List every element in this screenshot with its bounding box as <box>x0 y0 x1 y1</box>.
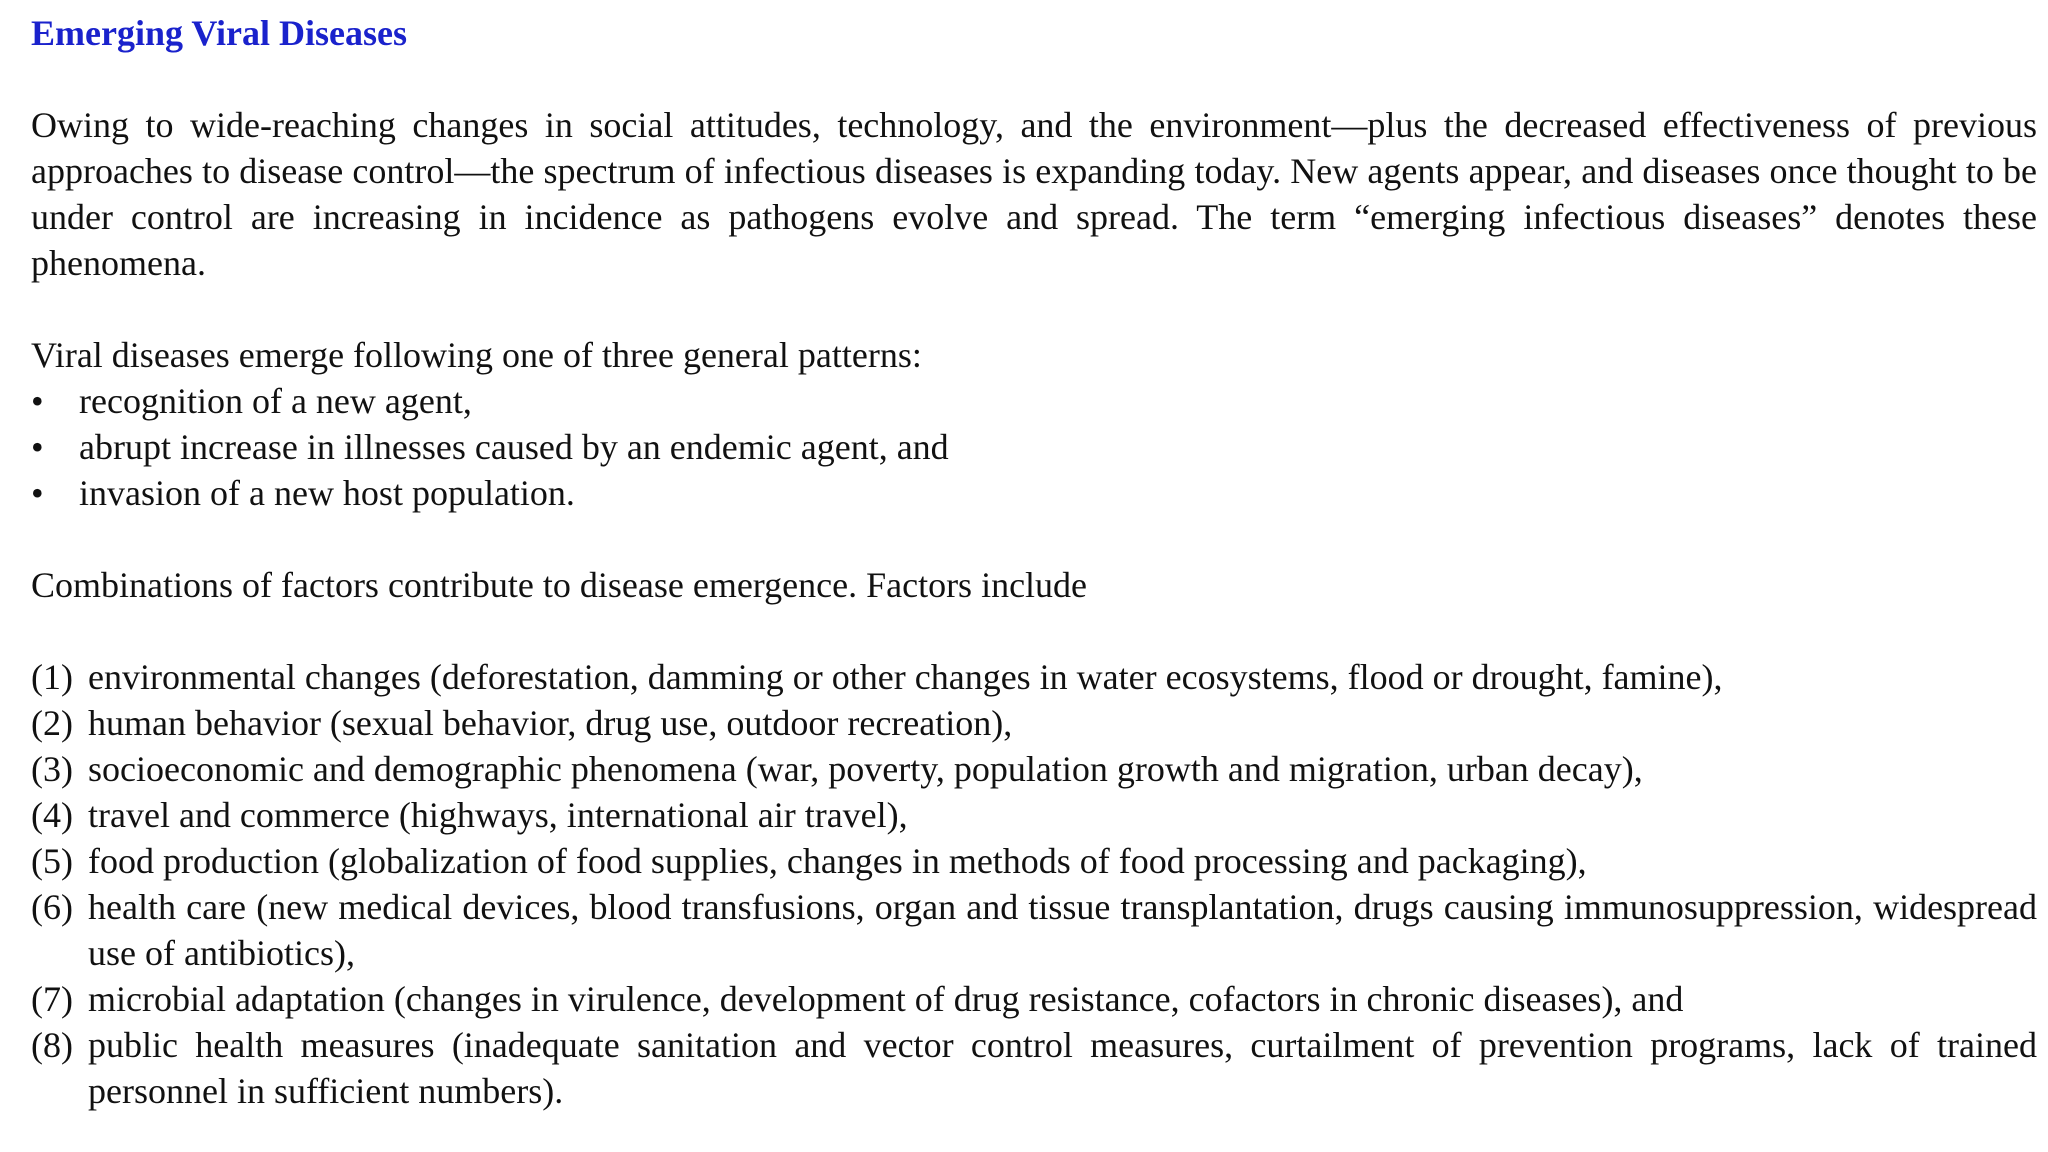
pattern-text: abrupt increase in illnesses caused by an endemic agent, and <box>79 427 949 467</box>
list-item <box>31 884 2037 976</box>
factors-list <box>31 654 2037 1114</box>
factor-number: (7) <box>31 979 73 1019</box>
list-item <box>31 1022 2037 1114</box>
factor-number: (1) <box>31 657 73 697</box>
patterns-lead: Viral diseases emerge following one of three general patterns: <box>31 335 922 375</box>
factor-text: socioeconomic and demographic phenomena (war, poverty, population growth and migration, urban decay), <box>88 749 1643 789</box>
factor-text: health care (new medical devices, blood transfusions, organ and tissue transplantation, drugs causing immunosuppression, widespread use of antibiotics), <box>88 887 2037 973</box>
factor-text: public health measures (inadequate sanitation and vector control measures, curtailment of prevention programs, lack of trained personnel in sufficient numbers). <box>88 1025 2037 1111</box>
factor-number: (6) <box>31 887 73 927</box>
factor-text: human behavior (sexual behavior, drug use, outdoor recreation), <box>88 703 1013 743</box>
pattern-text: recognition of a new agent, <box>79 381 472 421</box>
list-item <box>31 792 2037 838</box>
factor-text: travel and commerce (highways, international air travel), <box>88 795 908 835</box>
factor-text: environmental changes (deforestation, damming or other changes in water ecosystems, flood or drought, famine), <box>88 657 1723 697</box>
factor-text: microbial adaptation (changes in virulence, development of drug resistance, cofactors in chronic diseases), and <box>88 979 1684 1019</box>
factor-number: (3) <box>31 749 73 789</box>
list-item <box>31 746 2037 792</box>
list-item <box>31 700 2037 746</box>
bullet-icon: • <box>31 381 44 421</box>
list-item <box>31 976 2037 1022</box>
list-item <box>31 470 2037 516</box>
bullet-icon: • <box>31 473 44 513</box>
factors-lead: Combinations of factors contribute to disease emergence. Factors include <box>31 565 1088 605</box>
factor-number: (8) <box>31 1025 73 1065</box>
list-item <box>31 838 2037 884</box>
document-page <box>31 0 2037 1114</box>
factor-number: (4) <box>31 795 73 835</box>
factor-text: food production (globalization of food supplies, changes in methods of food processing and packaging), <box>88 841 1587 881</box>
list-item <box>31 654 2037 700</box>
patterns-list <box>31 378 2037 516</box>
page-title: Emerging Viral Diseases <box>31 13 407 53</box>
factor-number: (2) <box>31 703 73 743</box>
intro-paragraph: Owing to wide-reaching changes in social attitudes, technology, and the environment—plus the decreased effectiveness of previous approaches to disease control—the spectrum of infectious diseases is expanding today. New agents appear, and diseases once thought to be under control are increasing in incidence as pathogens evolve and spread. The term “emerging infectious diseases” denotes these phenomena. <box>31 105 2037 283</box>
pattern-text: invasion of a new host population. <box>79 473 575 513</box>
list-item <box>31 424 2037 470</box>
factor-number: (5) <box>31 841 73 881</box>
list-item <box>31 378 2037 424</box>
bullet-icon: • <box>31 427 44 467</box>
